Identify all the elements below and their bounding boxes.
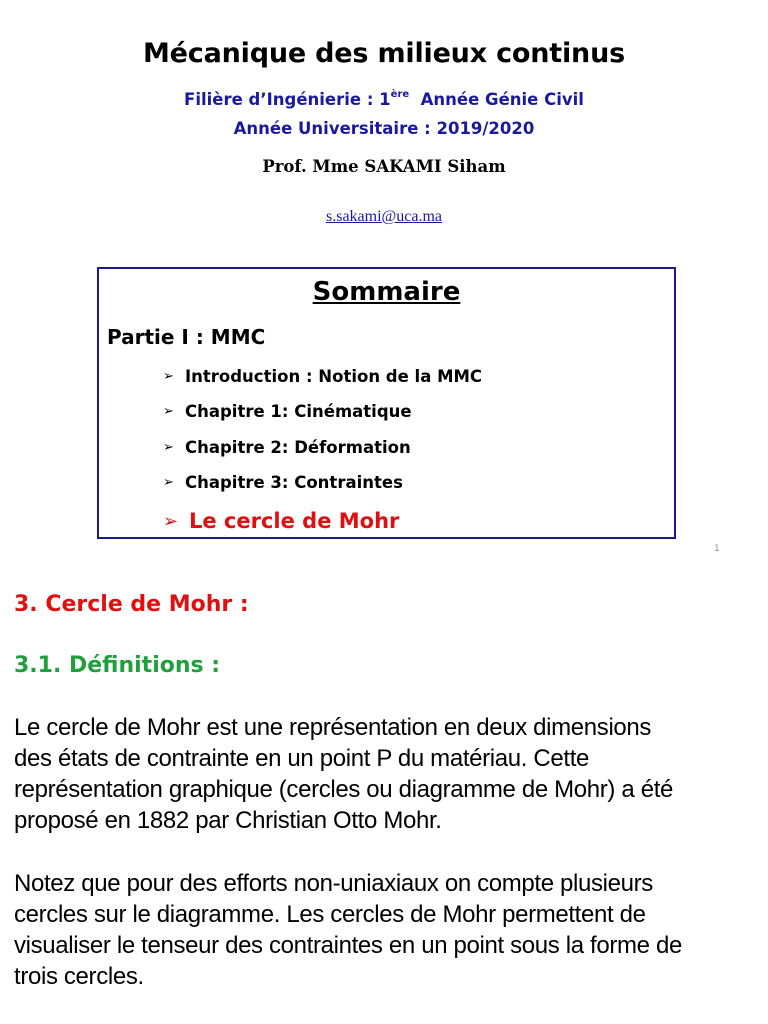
subsection-title: 3.1. Définitions :	[14, 653, 221, 678]
toc-item-label: Chapitre 2: Déformation	[185, 438, 411, 457]
paragraph-line: proposé en 1882 par Christian Otto Mohr.	[14, 807, 442, 834]
toc-item-chapitre-1	[163, 402, 412, 421]
arrow-icon: ➢	[163, 404, 174, 419]
paragraph-line: représentation graphique (cercles ou diagramme de Mohr) a été	[14, 776, 674, 803]
toc-item-label: Introduction : Notion de la MMC	[185, 367, 483, 386]
toc-item-label: Chapitre 1: Cinématique	[185, 402, 412, 421]
toc-item-chapitre-2	[163, 438, 411, 457]
filiere-line	[0, 90, 768, 109]
email-link[interactable]: s.sakami@uca.ma	[325, 208, 443, 225]
arrow-icon: ➢	[163, 369, 174, 384]
paragraph-line: cercles sur le diagramme. Les cercles de Mohr permettent de	[14, 901, 646, 928]
paragraph-note	[14, 868, 759, 992]
arrow-icon: ➢	[163, 510, 179, 532]
section-title: 3. Cercle de Mohr :	[14, 592, 249, 617]
professor-name: Prof. Mme SAKAMI Siham	[262, 157, 506, 176]
paragraph-line: trois cercles.	[14, 963, 144, 990]
paragraph-line: visualiser le tenseur des contraintes en un point sous la forme de	[14, 932, 682, 959]
toc-item-chapitre-3	[163, 473, 403, 492]
arrow-icon: ➢	[163, 475, 174, 490]
sommaire-title: Sommaire	[312, 277, 461, 307]
toc-item-label: Le cercle de Mohr	[189, 509, 400, 533]
arrow-icon: ➢	[163, 440, 174, 455]
page-title: Mécanique des milieux continus	[143, 38, 625, 69]
paragraph-definition	[14, 712, 759, 836]
toc-item-label: Chapitre 3: Contraintes	[185, 473, 403, 492]
paragraph-line: des états de contrainte en un point P du matériau. Cette	[14, 745, 590, 772]
partie-heading: Partie I : MMC	[107, 325, 266, 349]
academic-year: Année Universitaire : 2019/2020	[233, 119, 535, 138]
paragraph-line: Le cercle de Mohr est une représentation en deux dimensions	[14, 714, 652, 741]
toc-item-cercle-de-mohr	[163, 509, 399, 533]
sommaire-box	[97, 267, 676, 539]
filiere-superscript: ère	[390, 88, 410, 100]
page-number: 1	[714, 544, 720, 554]
paragraph-line: Notez que pour des efforts non-uniaxiaux on compte plusieurs	[14, 870, 653, 897]
toc-item-introduction	[163, 367, 482, 386]
filiere-suffix: Année Génie Civil	[409, 90, 584, 109]
filiere-prefix: Filière d’Ingénierie : 1	[184, 90, 391, 109]
